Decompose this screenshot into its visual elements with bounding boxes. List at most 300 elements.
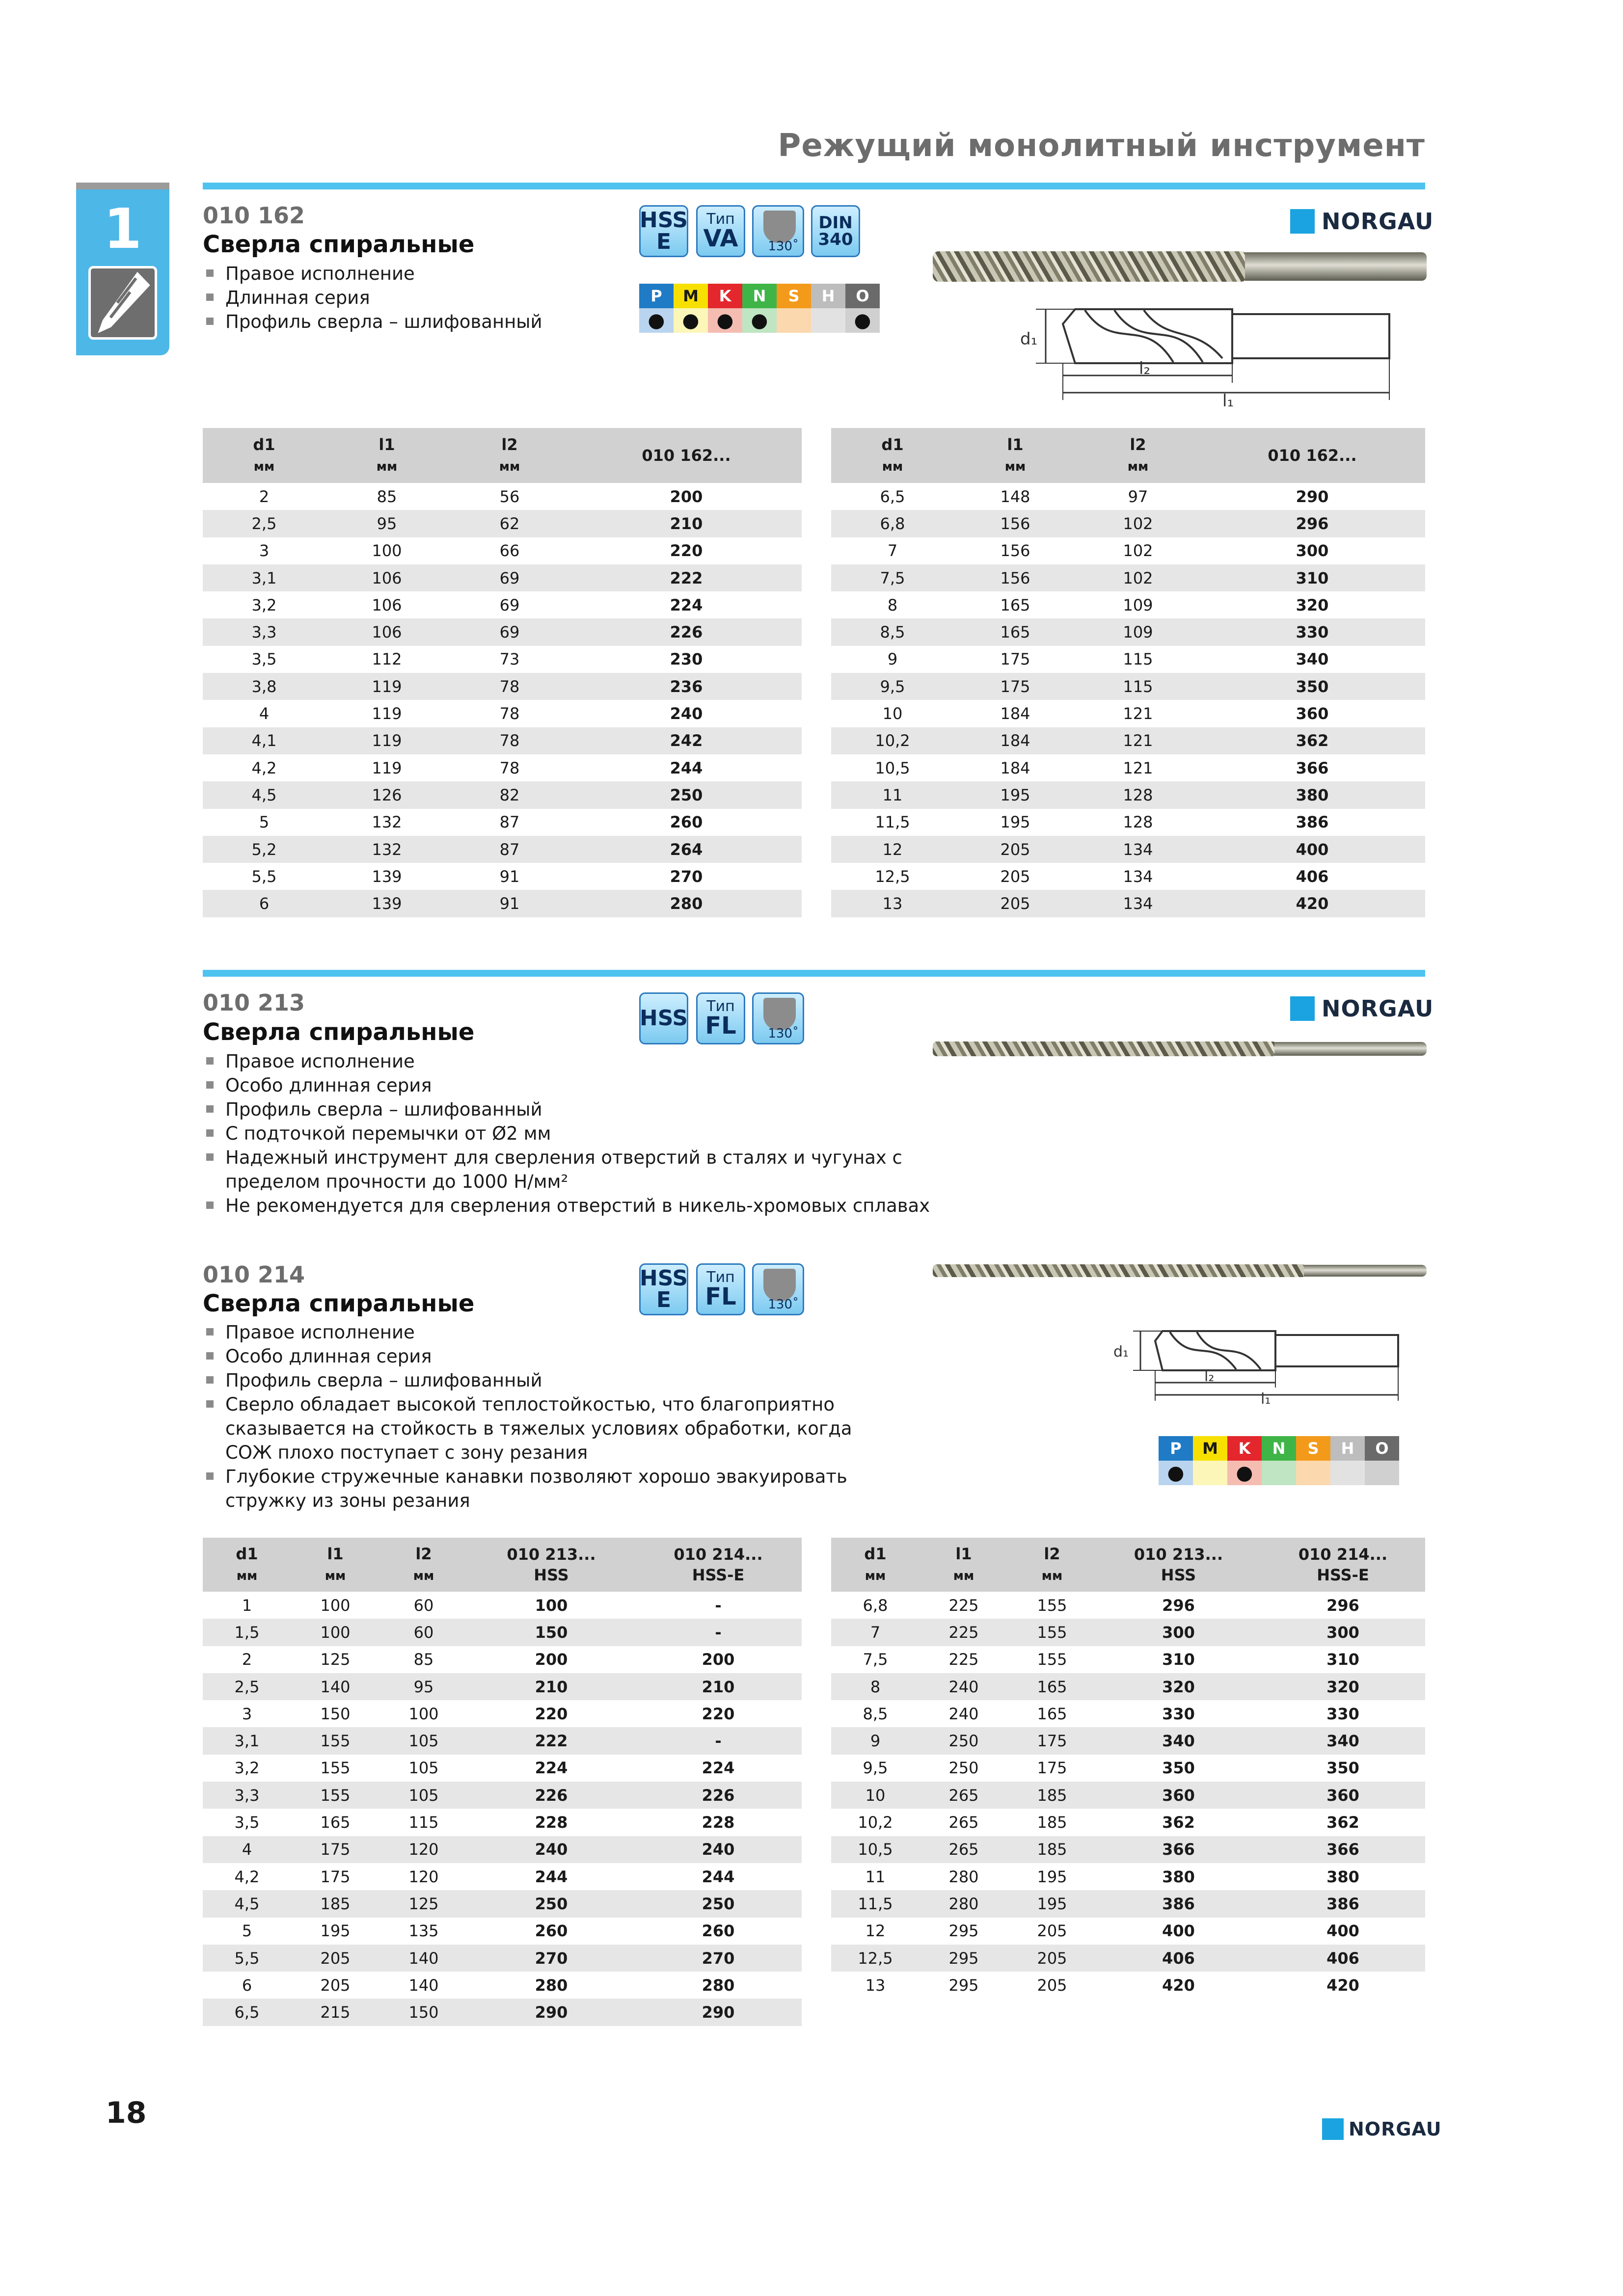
table-cell: 380: [1162, 1867, 1195, 1886]
table-cell: 150: [468, 1619, 635, 1646]
col-header-unit: HSS: [534, 1566, 569, 1584]
table-cell: 290: [635, 1999, 802, 2026]
table-cell: 260: [535, 1922, 568, 1941]
table-cell: 3,5: [251, 650, 277, 669]
col-header: [291, 1538, 379, 1592]
table-cell: 156: [954, 510, 1077, 537]
table-cell: 220: [702, 1704, 735, 1723]
col-header-label: 010 214...: [674, 1545, 763, 1564]
table-cell: 296: [1162, 1596, 1195, 1615]
table-cell: 6: [203, 890, 325, 917]
table-cell: 119: [325, 673, 448, 700]
dimension-table-right: [831, 1538, 1425, 1999]
badge-line: E: [656, 229, 672, 254]
table-cell: 200: [535, 1650, 568, 1669]
feature-item-continuation: пределом прочности до 1000 Н/мм²: [225, 1171, 568, 1192]
table-cell: 220: [535, 1704, 568, 1723]
table-cell: 175: [291, 1836, 379, 1863]
chapter-tab-accent: [76, 183, 169, 189]
col-header-unit: HSS-E: [1317, 1566, 1369, 1584]
table-cell: 165: [1037, 1704, 1067, 1723]
table-cell: 165: [1008, 1673, 1096, 1700]
table-cell: 366: [1096, 1836, 1261, 1863]
col-header: [468, 1538, 635, 1592]
material-p: P: [1159, 1436, 1193, 1461]
table-row: [203, 1972, 802, 1999]
table-row: [831, 618, 1425, 645]
table-cell: 128: [1123, 813, 1153, 832]
table-cell: 4,5: [203, 781, 325, 808]
table-cell: 11: [865, 1867, 886, 1886]
col-header-label: 010 213...: [507, 1545, 596, 1564]
col-header-label: l1: [1007, 435, 1024, 454]
table-cell: 260: [702, 1922, 735, 1941]
material-dot: ●: [742, 308, 777, 333]
table-cell: 4: [203, 1836, 291, 1863]
table-cell: 6,5: [880, 487, 905, 506]
table-cell: 10,2: [831, 727, 954, 754]
table-cell: 205: [954, 890, 1077, 917]
table-cell: 128: [1077, 781, 1199, 808]
table-cell: 10,5: [875, 758, 910, 777]
col-header-label: l2: [1130, 435, 1146, 454]
table-row: [203, 564, 802, 591]
table-cell: 7: [887, 541, 898, 561]
material-dot: ●: [674, 308, 708, 333]
table-cell: 13: [865, 1976, 886, 1995]
material-m: M: [1193, 1436, 1227, 1461]
angle-value: 130˚: [768, 1297, 799, 1312]
table-cell: 210: [468, 1673, 635, 1700]
feature-item: Сверло обладает высокой теплостойкостью, что благоприятно: [205, 1392, 852, 1416]
table-cell: 320: [1296, 595, 1329, 614]
table-row: [831, 727, 1425, 754]
table-cell: 155: [291, 1727, 379, 1754]
table-cell: 350: [1326, 1759, 1359, 1778]
table-cell: 280: [535, 1976, 568, 1995]
col-header: 010 162...: [571, 428, 802, 483]
table-cell: 195: [1008, 1890, 1096, 1917]
table-cell: 10,2: [858, 1813, 893, 1832]
table-cell: 362: [1326, 1813, 1359, 1832]
table-cell: 91: [448, 890, 571, 917]
material-dot: [811, 308, 845, 333]
material-k: K: [708, 284, 742, 308]
drill-shank: [1304, 1265, 1427, 1277]
table-cell: 205: [1037, 1976, 1067, 1995]
product-title: Сверла спиральные: [203, 1290, 475, 1317]
table-cell: 4,2: [251, 758, 277, 777]
table-cell: 12,5: [875, 867, 910, 886]
table-cell: 134: [1077, 890, 1199, 917]
drill-photo: [933, 251, 1247, 282]
table-cell: 386: [1296, 813, 1329, 832]
feature-item: Длинная серия: [205, 286, 542, 310]
point-angle-badge: [752, 1263, 804, 1315]
page-number: 18: [106, 2096, 147, 2130]
table-cell: 220: [670, 541, 703, 561]
table-row: [831, 1809, 1425, 1836]
table-cell: 240: [468, 1836, 635, 1863]
table-row: [203, 863, 802, 890]
table-cell: 115: [1123, 650, 1153, 669]
table-cell: 2: [242, 1650, 252, 1669]
col-header: [1261, 1538, 1425, 1592]
table-row: [203, 618, 802, 645]
feature-item: С подточкой перемычки от Ø2 мм: [205, 1121, 930, 1146]
material-dot: ●: [845, 308, 880, 333]
table-cell: 112: [372, 650, 402, 669]
brand-square-icon: [1290, 209, 1315, 234]
table-row: [203, 727, 802, 754]
badge-label: Тип: [706, 998, 735, 1015]
table-cell: 97: [1128, 487, 1148, 506]
table-cell: 205: [1037, 1922, 1067, 1941]
table-cell: 3,3: [203, 618, 325, 645]
table-cell: 6,5: [203, 1999, 291, 2026]
table-cell: 2: [259, 487, 270, 506]
table-cell: 295: [948, 1976, 979, 1995]
feature-item: Правое исполнение: [205, 262, 542, 286]
table-cell: 78: [499, 758, 520, 777]
chapter-tab[interactable]: [76, 183, 169, 355]
table-cell: 155: [1037, 1596, 1067, 1615]
table-row: [831, 1646, 1425, 1673]
point-angle-badge: [752, 992, 804, 1044]
feature-list: [205, 1320, 852, 1513]
col-header: [831, 428, 954, 483]
table-row: [203, 1700, 802, 1727]
table-cell: 7,5: [863, 1650, 888, 1669]
col-header-unit: мм: [1004, 459, 1026, 474]
table-row: [831, 483, 1425, 510]
material-o: O: [845, 284, 880, 308]
product-title: Сверла спиральные: [203, 1018, 475, 1046]
table-cell: 7,5: [831, 564, 954, 591]
feature-list: [205, 262, 542, 334]
table-cell: 175: [1000, 650, 1030, 669]
table-cell: 290: [468, 1999, 635, 2026]
material-s: S: [777, 284, 811, 308]
type-va-badge: [696, 205, 745, 257]
table-cell: 119: [372, 758, 402, 777]
drill-shank: [1274, 1042, 1427, 1056]
table-cell: 134: [1077, 836, 1199, 863]
material-dot: [1262, 1461, 1296, 1485]
table-cell: 406: [1296, 867, 1329, 886]
table-cell: 420: [1162, 1976, 1195, 1995]
dimension-table-right: [831, 428, 1425, 917]
table-cell: 9: [887, 650, 898, 669]
feature-item-continuation: СОЖ плохо поступает с зону резания: [225, 1442, 588, 1463]
table-cell: 320: [1096, 1673, 1261, 1700]
badge-label: Тип: [706, 211, 735, 228]
col-header: [379, 1538, 468, 1592]
brand-logo: [1290, 995, 1434, 1022]
table-cell: 5,5: [251, 867, 277, 886]
table-cell: 228: [702, 1813, 735, 1832]
table-cell: 9,5: [831, 673, 954, 700]
material-dot: ●: [708, 308, 742, 333]
table-cell: 300: [1296, 541, 1329, 561]
product-title: Сверла спиральные: [203, 231, 475, 258]
table-cell: 78: [499, 704, 520, 723]
col-header: [203, 1538, 291, 1592]
table-cell: 270: [670, 867, 703, 886]
table-cell: 11,5: [875, 813, 910, 832]
table-cell: 310: [1199, 564, 1425, 591]
table-row: [831, 1836, 1425, 1863]
table-cell: 250: [948, 1759, 979, 1778]
table-cell: 225: [948, 1650, 979, 1669]
table-row: [203, 1836, 802, 1863]
drill-tip-icon: [763, 211, 796, 243]
table-cell: 225: [948, 1596, 979, 1615]
badge-line: 340: [818, 230, 853, 249]
table-cell: 150: [320, 1704, 351, 1723]
table-row: [831, 510, 1425, 537]
table-cell: 10: [831, 1782, 920, 1809]
table-row: [203, 836, 802, 863]
table-cell: 62: [448, 510, 571, 537]
table-row: [203, 1782, 802, 1809]
table-cell: 2,5: [203, 1673, 291, 1700]
table-cell: 134: [1123, 867, 1153, 886]
drill-photo: [933, 1264, 1306, 1277]
table-row: [203, 591, 802, 618]
table-cell: 330: [1199, 618, 1425, 645]
material-dot: ●: [639, 308, 674, 333]
table-cell: 100: [372, 541, 402, 561]
table-row: [831, 1592, 1425, 1619]
table-cell: 109: [1077, 618, 1199, 645]
table-cell: 5,5: [203, 1945, 291, 1972]
table-cell: 119: [372, 704, 402, 723]
table-cell: 205: [1008, 1945, 1096, 1972]
table-cell: 125: [320, 1650, 351, 1669]
table-cell: 140: [408, 1976, 439, 1995]
table-cell: 184: [1000, 758, 1030, 777]
table-row: [203, 1890, 802, 1917]
table-cell: 360: [1296, 704, 1329, 723]
table-cell: 240: [635, 1836, 802, 1863]
table-row: [203, 1809, 802, 1836]
table-cell: 4,1: [203, 727, 325, 754]
table-cell: 2,5: [203, 510, 325, 537]
table-row: [203, 646, 802, 673]
material-k: K: [1227, 1436, 1262, 1461]
col-header-label: 010 213...: [1134, 1545, 1223, 1564]
badge-line: HSS: [639, 1006, 688, 1031]
table-cell: 228: [535, 1813, 568, 1832]
table-row: [203, 1673, 802, 1700]
table-cell: 10,5: [831, 1836, 920, 1863]
table-row: [831, 564, 1425, 591]
table-cell: 200: [670, 487, 703, 506]
table-row: [203, 1863, 802, 1890]
table-cell: 155: [1008, 1619, 1096, 1646]
table-cell: 109: [1123, 595, 1153, 614]
table-cell: 175: [954, 673, 1077, 700]
col-header-label: 010 214...: [1298, 1545, 1388, 1564]
table-cell: 360: [1096, 1782, 1261, 1809]
table-cell: 105: [408, 1759, 439, 1778]
table-cell: 85: [377, 487, 397, 506]
table-cell: 3,1: [203, 564, 325, 591]
col-header-unit: мм: [882, 459, 903, 474]
badge-label: Тип: [706, 1269, 735, 1286]
type-fl-badge: [696, 1263, 745, 1315]
table-row: [831, 836, 1425, 863]
table-row: [203, 809, 802, 836]
table-cell: 106: [325, 564, 448, 591]
table-cell: 195: [320, 1922, 351, 1941]
feature-item: Правое исполнение: [205, 1049, 930, 1073]
din-badge: [811, 205, 860, 257]
table-cell: 386: [1261, 1890, 1425, 1917]
table-cell: 106: [372, 595, 402, 614]
col-header-unit: мм: [953, 1568, 974, 1583]
table-cell: 420: [1326, 1976, 1359, 1995]
table-cell: 105: [379, 1782, 468, 1809]
table-cell: 406: [1261, 1945, 1425, 1972]
feature-item: Профиль сверла – шлифованный: [205, 1097, 930, 1121]
table-cell: 4,2: [234, 1867, 260, 1886]
table-cell: 310: [1162, 1650, 1195, 1669]
table-cell: 3,8: [203, 673, 325, 700]
table-cell: 350: [1199, 673, 1425, 700]
table-row: [203, 537, 802, 564]
table-cell: 150: [379, 1999, 468, 2026]
table-cell: 148: [1000, 487, 1030, 506]
col-header: [635, 1538, 802, 1592]
table-row: [203, 1918, 802, 1945]
feature-list: [205, 1049, 930, 1218]
table-cell: 240: [920, 1673, 1008, 1700]
col-header-label: l1: [955, 1544, 972, 1563]
angle-value: 130˚: [768, 1026, 799, 1041]
col-header-unit: мм: [865, 1568, 886, 1583]
table-cell: 7: [831, 1619, 920, 1646]
table-cell: 280: [920, 1890, 1008, 1917]
diagram-label-l2: l₂: [1139, 359, 1151, 378]
drill-tip-icon: [763, 998, 796, 1030]
table-row: [831, 809, 1425, 836]
table-row: [831, 1673, 1425, 1700]
table-cell: 400: [1326, 1922, 1359, 1941]
table-cell: 140: [291, 1673, 379, 1700]
table-row: [831, 1863, 1425, 1890]
material-dot: [1296, 1461, 1330, 1485]
table-row: [831, 1727, 1425, 1754]
table-row: [831, 1619, 1425, 1646]
brand-name: NORGAU: [1322, 208, 1434, 235]
table-cell: 222: [468, 1727, 635, 1754]
table-cell: 3: [242, 1704, 252, 1723]
table-row: [831, 890, 1425, 917]
col-header-unit: мм: [499, 459, 520, 474]
table-row: [203, 1945, 802, 1972]
table-cell: 100: [291, 1619, 379, 1646]
table-cell: 3,1: [203, 1727, 291, 1754]
table-cell: 115: [1077, 673, 1199, 700]
table-cell: 330: [1326, 1704, 1359, 1723]
col-header-label: l2: [415, 1544, 432, 1563]
table-cell: 224: [670, 595, 703, 614]
table-cell: 102: [1077, 564, 1199, 591]
table-cell: 184: [1000, 704, 1030, 723]
table-cell: 185: [291, 1890, 379, 1917]
table-cell: 87: [448, 836, 571, 863]
table-cell: 60: [379, 1619, 468, 1646]
table-cell: 215: [291, 1999, 379, 2026]
material-dot: [1193, 1461, 1227, 1485]
table-cell: 185: [1008, 1836, 1096, 1863]
feature-item: Не рекомендуется для сверления отверстий в никель-хромовых сплавах: [205, 1194, 930, 1218]
material-h: H: [1330, 1436, 1365, 1461]
table-cell: 4,5: [203, 1890, 291, 1917]
col-header-label: l2: [501, 435, 518, 454]
table-cell: 270: [468, 1945, 635, 1972]
table-cell: 73: [499, 650, 520, 669]
table-cell: 296: [1326, 1596, 1359, 1615]
diagram-label-d1: d₁: [1113, 1343, 1129, 1361]
table-cell: 226: [571, 618, 802, 645]
table-cell: 12,5: [831, 1945, 920, 1972]
col-header-unit: мм: [236, 1568, 258, 1583]
table-cell: 280: [948, 1867, 979, 1886]
table-cell: 156: [1000, 541, 1030, 561]
table-cell: 224: [702, 1759, 735, 1778]
table-cell: 155: [320, 1759, 351, 1778]
table-row: [203, 1646, 802, 1673]
table-row: [203, 1999, 802, 2026]
col-header-unit: HSS: [1161, 1566, 1196, 1584]
table-row: [203, 1755, 802, 1782]
table-cell: 165: [954, 618, 1077, 645]
table-cell: 91: [499, 867, 520, 886]
drill-tip-icon: [763, 1269, 796, 1301]
material-p: P: [639, 284, 674, 308]
table-cell: 300: [1261, 1619, 1425, 1646]
table-row: [203, 781, 802, 808]
table-cell: 380: [1199, 781, 1425, 808]
hss-e-badge: [639, 205, 688, 257]
table-row: [203, 1727, 802, 1754]
col-header: [954, 428, 1077, 483]
material-dot: ●: [1159, 1461, 1193, 1485]
feature-item: Профиль сверла – шлифованный: [205, 1368, 852, 1392]
drill-dimension-diagram: [1016, 285, 1399, 407]
table-cell: 295: [948, 1922, 979, 1941]
feature-item: Правое исполнение: [205, 1320, 852, 1344]
table-row: [831, 863, 1425, 890]
table-cell: 222: [571, 564, 802, 591]
table-cell: 366: [1261, 1836, 1425, 1863]
table-cell: 400: [1199, 836, 1425, 863]
table-cell: 225: [920, 1619, 1008, 1646]
table-cell: 280: [571, 890, 802, 917]
table-cell: 244: [670, 758, 703, 777]
table-cell: 400: [1162, 1922, 1195, 1941]
table-cell: 4: [259, 704, 270, 723]
table-cell: 310: [1326, 1650, 1359, 1669]
table-cell: 5: [242, 1922, 252, 1941]
table-cell: 6,8: [863, 1596, 888, 1615]
table-cell: 250: [635, 1890, 802, 1917]
table-cell: 13: [831, 890, 954, 917]
table-cell: 12: [831, 836, 954, 863]
